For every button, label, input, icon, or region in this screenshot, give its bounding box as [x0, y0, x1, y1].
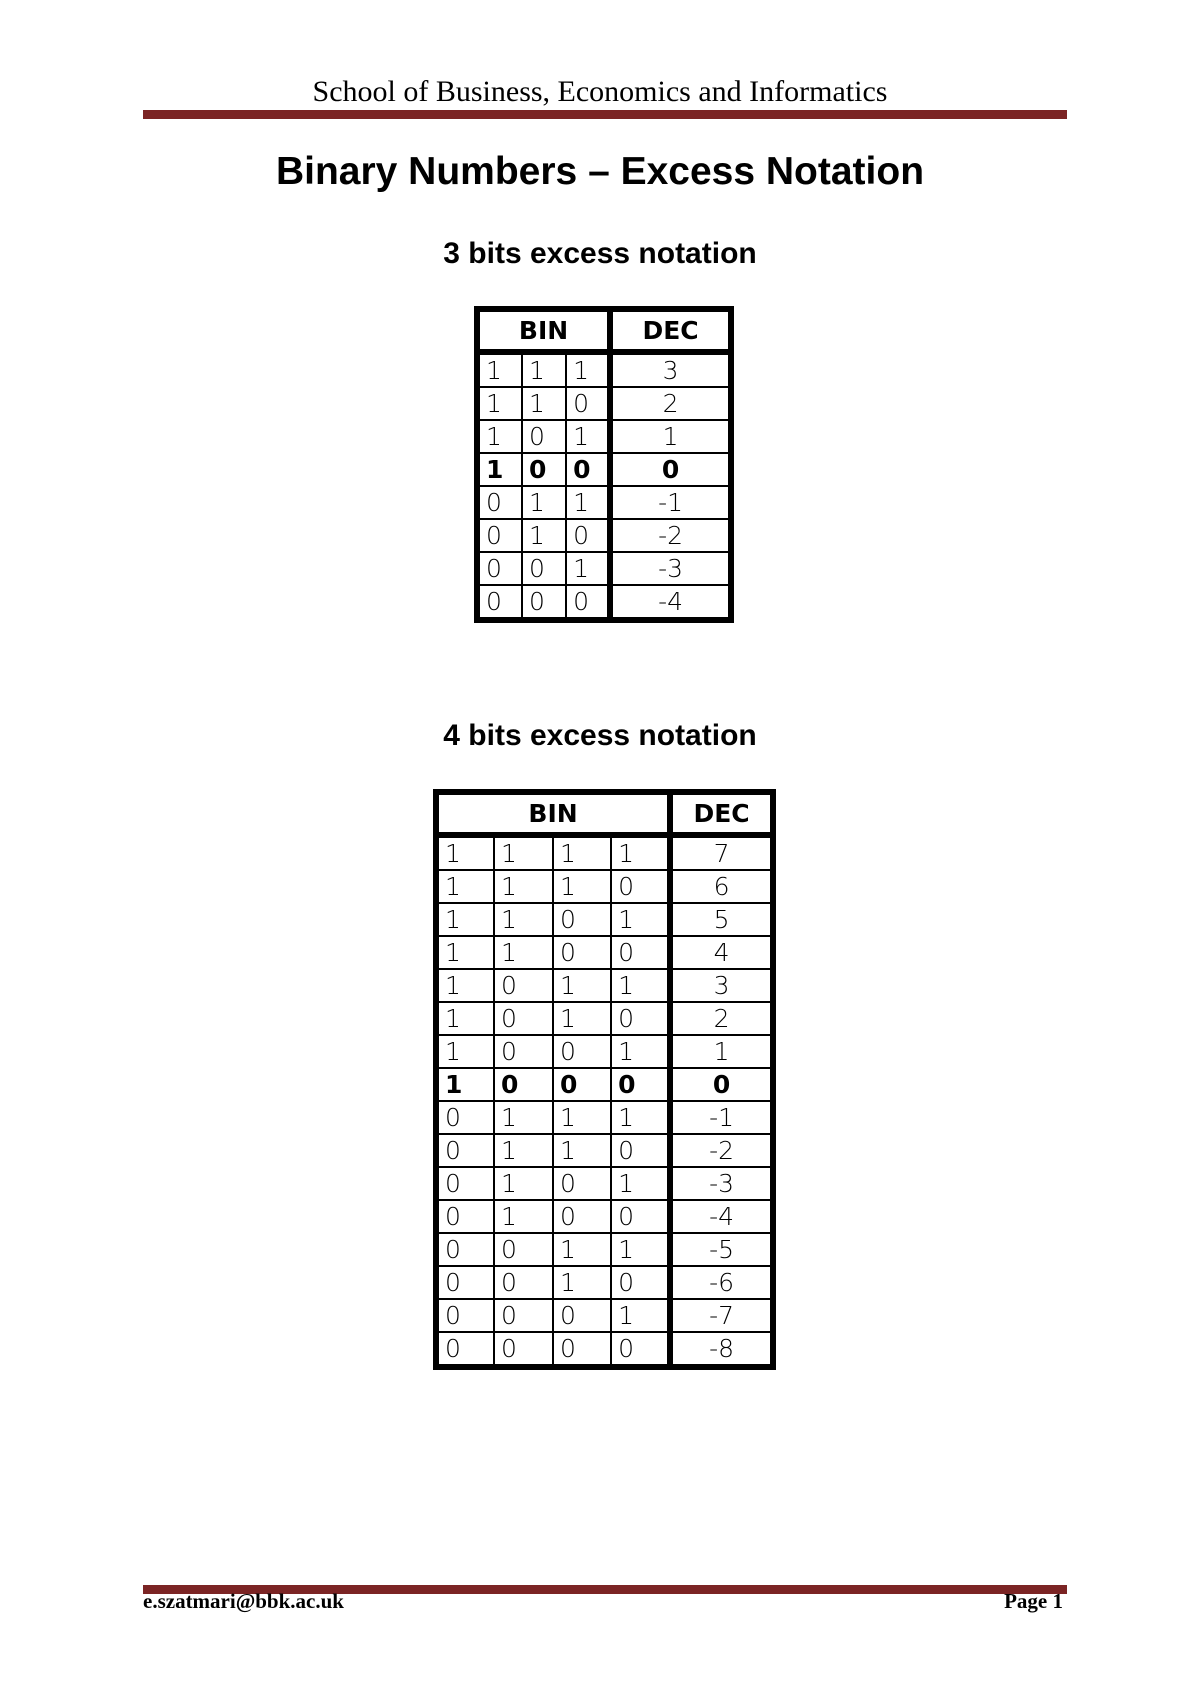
dec-column-header: DEC: [670, 792, 773, 835]
bit-cell: 1: [436, 903, 494, 936]
bit-cell: 1: [436, 1068, 494, 1101]
bit-cell: 0: [611, 1002, 670, 1035]
decimal-cell: -1: [610, 486, 731, 519]
bit-cell: 1: [522, 387, 566, 420]
bit-cell: 1: [553, 969, 611, 1002]
decimal-cell: 5: [670, 903, 773, 936]
table-row: [436, 1035, 773, 1068]
bit-cell: 1: [494, 936, 553, 969]
decimal-cell: 6: [670, 870, 773, 903]
bit-cell: 0: [553, 1167, 611, 1200]
decimal-cell: -3: [610, 552, 731, 585]
decimal-cell: 0: [610, 453, 731, 486]
table-row: [436, 969, 773, 1002]
decimal-cell: -6: [670, 1266, 773, 1299]
decimal-cell: 1: [670, 1035, 773, 1068]
table-row: [436, 1266, 773, 1299]
bit-cell: 1: [611, 1299, 670, 1332]
bit-cell: 1: [553, 1233, 611, 1266]
bit-cell: 0: [477, 585, 522, 620]
bit-cell: 0: [477, 552, 522, 585]
bit-cell: 1: [436, 1035, 494, 1068]
bit-cell: 1: [436, 936, 494, 969]
bit-cell: 0: [522, 453, 566, 486]
bit-cell: 1: [611, 969, 670, 1002]
bit-cell: 1: [436, 870, 494, 903]
three-bit-excess-table: [474, 306, 734, 623]
bit-cell: 0: [553, 1068, 611, 1101]
document-title: Binary Numbers – Excess Notation: [275, 150, 925, 193]
table-row: [477, 387, 731, 420]
bit-cell: 0: [522, 420, 566, 453]
bit-cell: 1: [553, 1134, 611, 1167]
decimal-cell: -4: [610, 585, 731, 620]
bit-cell: 1: [553, 835, 611, 870]
bit-cell: 1: [436, 835, 494, 870]
bit-cell: 0: [553, 1035, 611, 1068]
table-row: [436, 1002, 773, 1035]
bit-cell: 1: [553, 1266, 611, 1299]
decimal-cell: 1: [610, 420, 731, 453]
bit-cell: 0: [494, 1068, 553, 1101]
table-row: [436, 1332, 773, 1367]
bit-cell: 0: [611, 1332, 670, 1367]
bit-cell: 1: [494, 835, 553, 870]
decimal-cell: 2: [670, 1002, 773, 1035]
bit-cell: 0: [611, 1200, 670, 1233]
bit-cell: 1: [494, 903, 553, 936]
bit-cell: 1: [522, 352, 566, 387]
table-row: [436, 936, 773, 969]
table-row: [477, 585, 731, 620]
three-bit-heading: 3 bits excess notation: [443, 237, 757, 270]
bit-cell: 1: [553, 1101, 611, 1134]
bit-cell: 1: [611, 1035, 670, 1068]
table-row: [436, 1200, 773, 1233]
bit-cell: 1: [611, 1233, 670, 1266]
footer-page-number: Page 1: [1004, 1589, 1063, 1613]
bit-cell: 1: [494, 1200, 553, 1233]
bit-cell: 1: [611, 1101, 670, 1134]
bit-cell: 0: [436, 1233, 494, 1266]
bit-cell: 0: [436, 1332, 494, 1367]
decimal-cell: -2: [670, 1134, 773, 1167]
bit-cell: 0: [611, 936, 670, 969]
table-row: [436, 1167, 773, 1200]
table-row: [477, 486, 731, 519]
table-row: [477, 519, 731, 552]
bin-column-header: BIN: [436, 792, 670, 835]
table-row: [436, 1101, 773, 1134]
decimal-cell: -8: [670, 1332, 773, 1367]
table-row: [477, 552, 731, 585]
bit-cell: 1: [566, 420, 610, 453]
four-bit-excess-table: [433, 789, 776, 1370]
bit-cell: 1: [477, 352, 522, 387]
bit-cell: 1: [611, 1167, 670, 1200]
bit-cell: 0: [494, 1002, 553, 1035]
four-bit-heading: 4 bits excess notation: [443, 719, 757, 752]
bit-cell: 0: [477, 519, 522, 552]
table-row: [436, 903, 773, 936]
bit-cell: 0: [522, 552, 566, 585]
table-row: [477, 453, 731, 486]
bit-cell: 0: [566, 585, 610, 620]
bit-cell: 1: [566, 552, 610, 585]
bit-cell: 0: [566, 453, 610, 486]
decimal-cell: 7: [670, 835, 773, 870]
bit-cell: 0: [436, 1200, 494, 1233]
decimal-cell: -4: [670, 1200, 773, 1233]
bit-cell: 0: [494, 1299, 553, 1332]
bit-cell: 0: [611, 870, 670, 903]
bit-cell: 1: [522, 486, 566, 519]
page-header-text: School of Business, Economics and Informatics: [312, 75, 888, 108]
bit-cell: 1: [436, 969, 494, 1002]
table-row: [436, 835, 773, 870]
bit-cell: 1: [436, 1002, 494, 1035]
bit-cell: 1: [477, 387, 522, 420]
footer-email: e.szatmari@bbk.ac.uk: [143, 1589, 344, 1613]
decimal-cell: -3: [670, 1167, 773, 1200]
table-row: [436, 1134, 773, 1167]
bin-column-header: BIN: [477, 309, 610, 352]
bit-cell: 0: [436, 1266, 494, 1299]
decimal-cell: -7: [670, 1299, 773, 1332]
bit-cell: 0: [436, 1167, 494, 1200]
bit-cell: 0: [477, 486, 522, 519]
bit-cell: 0: [494, 1035, 553, 1068]
decimal-cell: -2: [610, 519, 731, 552]
table-row: [477, 420, 731, 453]
bit-cell: 1: [494, 1167, 553, 1200]
bit-cell: 0: [553, 903, 611, 936]
bit-cell: 0: [611, 1134, 670, 1167]
bit-cell: 1: [494, 1134, 553, 1167]
decimal-cell: -5: [670, 1233, 773, 1266]
dec-column-header: DEC: [610, 309, 731, 352]
bit-cell: 1: [477, 453, 522, 486]
bit-cell: 0: [494, 1266, 553, 1299]
bit-cell: 1: [566, 352, 610, 387]
table-row: [436, 870, 773, 903]
bit-cell: 1: [611, 903, 670, 936]
bit-cell: 0: [494, 969, 553, 1002]
bit-cell: 0: [494, 1332, 553, 1367]
bit-cell: 0: [611, 1266, 670, 1299]
header-rule: [143, 110, 1067, 119]
decimal-cell: 2: [610, 387, 731, 420]
bit-cell: 0: [522, 585, 566, 620]
bit-cell: 0: [566, 519, 610, 552]
bit-cell: 0: [553, 1200, 611, 1233]
bit-cell: 0: [436, 1299, 494, 1332]
bit-cell: 1: [522, 519, 566, 552]
bit-cell: 0: [553, 1299, 611, 1332]
decimal-cell: 0: [670, 1068, 773, 1101]
bit-cell: 0: [494, 1233, 553, 1266]
decimal-cell: 4: [670, 936, 773, 969]
bit-cell: 0: [566, 387, 610, 420]
bit-cell: 1: [477, 420, 522, 453]
bit-cell: 1: [553, 1002, 611, 1035]
bit-cell: 0: [611, 1068, 670, 1101]
bit-cell: 1: [611, 835, 670, 870]
table-row: [436, 1299, 773, 1332]
decimal-cell: 3: [670, 969, 773, 1002]
bit-cell: 1: [566, 486, 610, 519]
decimal-cell: -1: [670, 1101, 773, 1134]
bit-cell: 0: [436, 1134, 494, 1167]
bit-cell: 0: [553, 936, 611, 969]
table-row: [436, 1233, 773, 1266]
bit-cell: 0: [436, 1101, 494, 1134]
table-row: [477, 352, 731, 387]
bit-cell: 1: [553, 870, 611, 903]
bit-cell: 1: [494, 870, 553, 903]
bit-cell: 1: [494, 1101, 553, 1134]
bit-cell: 0: [553, 1332, 611, 1367]
table-row: [436, 1068, 773, 1101]
decimal-cell: 3: [610, 352, 731, 387]
